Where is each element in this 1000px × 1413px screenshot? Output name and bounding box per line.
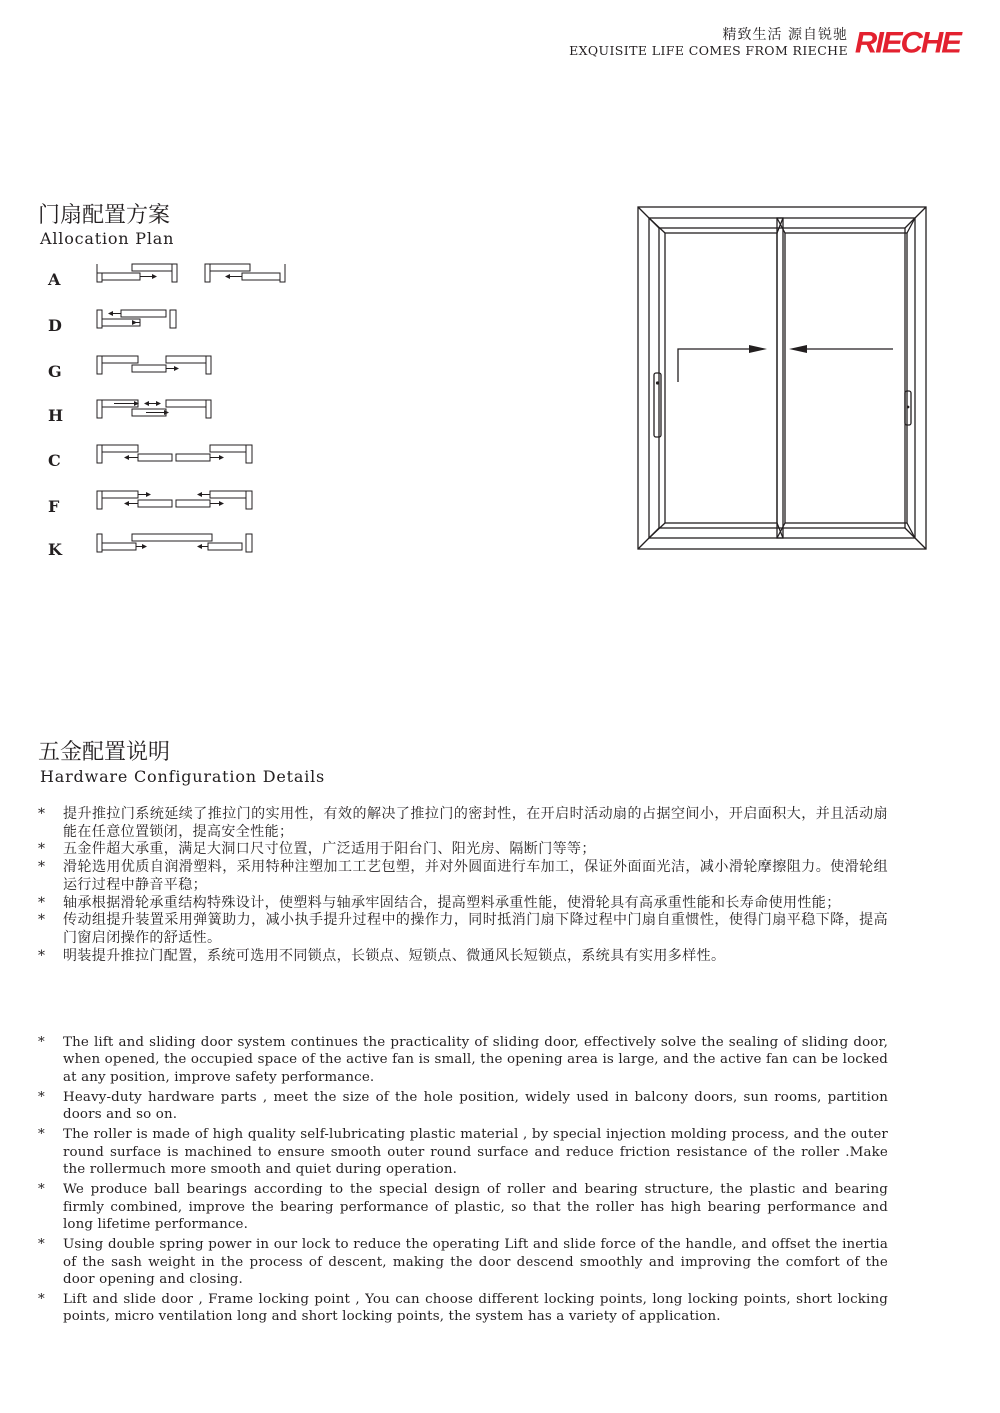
- bullet: *: [38, 1182, 45, 1198]
- bullet: *: [38, 1127, 45, 1143]
- rieche-logo: RIECHE: [854, 25, 960, 60]
- plan-d-diagram: [94, 308, 294, 344]
- item-text: 明装提升推拉门配置，系统可选用不同锁点，长锁点、短锁点、微通风长短锁点，系统具有实用多样性。: [63, 947, 726, 964]
- plan-letter: K: [48, 540, 62, 559]
- bullet: *: [38, 947, 46, 964]
- allocation-title-en: Allocation Plan: [40, 229, 175, 248]
- item-text: Lift and slide door , Frame locking point , You can choose different locking points, long locking points, short locking points, micro ventilation long and short locking points, the system has a variety of application.: [63, 1292, 888, 1325]
- plan-letter: H: [48, 406, 64, 425]
- allocation-title-cn: 门扇配置方案: [38, 203, 171, 228]
- slogan-en: EXQUISITE LIFE COMES FROM RIECHE: [569, 43, 848, 58]
- sliding-door-elevation: [637, 206, 929, 552]
- bullet: *: [38, 1237, 45, 1253]
- list-item: [38, 1089, 888, 1124]
- item-text: 轴承根据滑轮承重结构特殊设计，使塑料与轴承牢固结合，提高塑料承重性能，使滑轮具有高承重性能和长寿命使用性能；: [63, 894, 841, 911]
- list-item: [38, 1126, 888, 1178]
- item-text: The lift and sliding door system continues the practicality of sliding door, effectively solve the sealing of sliding door, when opened, the occupied space of the active fan is small, the opening area is large, and the active fan can be locked at any position, improve safety performance.: [63, 1035, 888, 1085]
- plan-letter: C: [48, 451, 61, 470]
- plan-g-diagram: [94, 354, 294, 390]
- plan-letter: G: [48, 362, 62, 381]
- plan-c-diagram: [94, 443, 294, 479]
- hardware-list-cn: [38, 806, 888, 965]
- item-text: 传动组提升装置采用弹簧助力，减小执手提升过程中的操作力，同时抵消门扇下降过程中门扇自重惯性，使得门扇平稳下降，提高门窗启闭操作的舒适性。: [63, 912, 888, 946]
- bullet: *: [38, 841, 46, 858]
- list-item: [38, 948, 888, 966]
- list-item: [38, 859, 888, 894]
- hardware-title-en: Hardware Configuration Details: [40, 767, 326, 786]
- bullet: *: [38, 912, 46, 929]
- plan-f-diagram: [94, 489, 294, 525]
- list-item: [38, 841, 888, 859]
- slogan-cn: 精致生活 源自锐驰: [722, 27, 848, 43]
- list-item: [38, 1291, 888, 1326]
- item-text: 五金件超大承重，满足大洞口尺寸位置，广泛适用于阳台门、阳光房、隔断门等等；: [63, 841, 596, 858]
- list-item: [38, 895, 888, 913]
- plan-letter: D: [48, 316, 62, 335]
- bullet: *: [38, 1035, 45, 1050]
- item-text: Using double spring power in our lock to reduce the operating Lift and slide force of the handle, and offset the inertia of the sash weight in the process of descent, making the door descend smoothly and improving the comfort of the door opening and closing.: [63, 1237, 888, 1287]
- hardware-list-en: [38, 1034, 888, 1329]
- plan-h-diagram: [94, 398, 294, 434]
- list-item: [38, 1236, 888, 1288]
- bullet: *: [38, 1089, 45, 1105]
- bullet: *: [38, 1292, 45, 1308]
- plan-k-diagram: [94, 532, 294, 568]
- bullet: *: [38, 859, 46, 876]
- list-item: [38, 1181, 888, 1233]
- plan-a-diagram: [94, 262, 294, 298]
- plan-letter: A: [48, 270, 61, 289]
- item-text: Heavy-duty hardware parts , meet the size of the hole position, widely used in balcony doors, sun rooms, partition doors and so on.: [63, 1089, 888, 1123]
- bullet: *: [38, 894, 46, 911]
- item-text: 提升推拉门系统延续了推拉门的实用性，有效的解决了推拉门的密封性，在开启时活动扇的占据空间小，开启面积大，并且活动扇能在任意位置锁闭，提高安全性能；: [63, 806, 888, 840]
- item-text: The roller is made of high quality self-lubricating plastic material , by special injection molding process, and the outer round surface is machined to ensure smooth outer round surface and reduce friction resistance of the roller .Make the rollermuch more smooth and quiet during operation.: [63, 1127, 888, 1178]
- header: [560, 24, 960, 64]
- item-text: We produce ball bearings according to the special design of roller and bearing structure, the plastic and bearing firmly combined, improve the bearing performance of plastic, so that the roller has high bearing performance and long lifetime performance.: [63, 1182, 888, 1232]
- item-text: 滑轮选用优质自润滑塑料，采用特种注塑加工工艺包塑，并对外圆面进行车加工，保证外面面光洁，减小滑轮摩擦阻力。使滑轮组运行过程中静音平稳；: [63, 859, 888, 893]
- list-item: [38, 1034, 888, 1086]
- hardware-title-cn: 五金配置说明: [38, 740, 171, 765]
- list-item: [38, 806, 888, 841]
- list-item: [38, 912, 888, 947]
- plan-letter: F: [48, 497, 60, 516]
- bullet: *: [38, 806, 46, 822]
